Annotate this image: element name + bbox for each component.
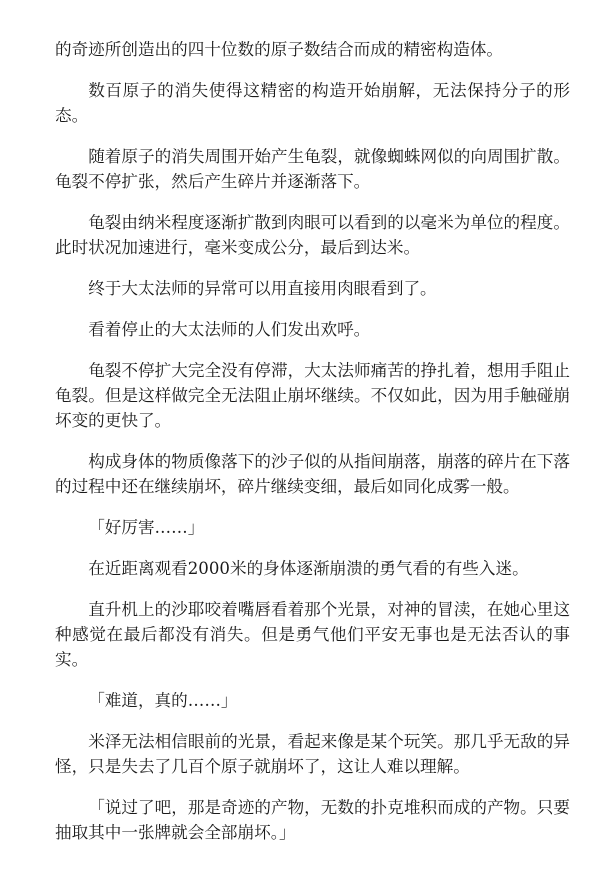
paragraph: 米泽无法相信眼前的光景，看起来像是某个玩笑。那几乎无敌的异怪，只是失去了几百个原子就崩坏了，这让人难以理解。 bbox=[55, 732, 570, 776]
dialogue-line: 「难道，真的……」 bbox=[88, 691, 238, 710]
dialogue-line: 「说过了吧，那是奇迹的产物，无数的扑克堆积而成的产物。只要抽取其中一张牌就会全部崩坏。」 bbox=[55, 798, 570, 842]
paragraph: 在近距离观看2000米的身体逐渐崩溃的勇气看的有些入迷。 bbox=[88, 559, 529, 578]
paragraph: 龟裂由纳米程度逐渐扩散到肉眼可以看到的以毫米为单位的程度。此时状况加速进行，毫米变成公分，最后到达米。 bbox=[55, 213, 570, 257]
paragraph: 数百原子的消失使得这精密的构造开始崩解，无法保持分子的形态。 bbox=[55, 81, 570, 125]
paragraph: 直升机上的沙耶咬着嘴唇看着那个光景，对神的冒渎，在她心里这种感觉在最后都没有消失。但是勇气他们平安无事也是无法否认的事实。 bbox=[55, 600, 570, 669]
paragraph: 龟裂不停扩大完全没有停滞，大太法师痛苦的挣扎着，想用手阻止龟裂。但是这样做完全无法阻止崩坏继续。不仅如此，因为用手触碰崩坏变的更快了。 bbox=[55, 361, 570, 430]
paragraph: 构成身体的物质像落下的沙子似的从指间崩落，崩落的碎片在下落的过程中还在继续崩坏，碎片继续变细，最后如同化成雾一般。 bbox=[55, 452, 570, 496]
dialogue-line: 「好厉害……」 bbox=[88, 518, 205, 537]
paragraph: 的奇迹所创造出的四十位数的原子数结合而成的精密构造体。 bbox=[55, 40, 504, 59]
paragraph: 看着停止的大太法师的人们发出欢呼。 bbox=[88, 320, 371, 339]
paragraph: 终于大太法师的异常可以用直接用肉眼看到了。 bbox=[88, 279, 437, 298]
document-page bbox=[55, 37, 570, 861]
paragraph: 随着原子的消失周围开始产生龟裂，就像蜘蛛网似的向周围扩散。龟裂不停扩张，然后产生碎片并逐渐落下。 bbox=[55, 147, 570, 191]
